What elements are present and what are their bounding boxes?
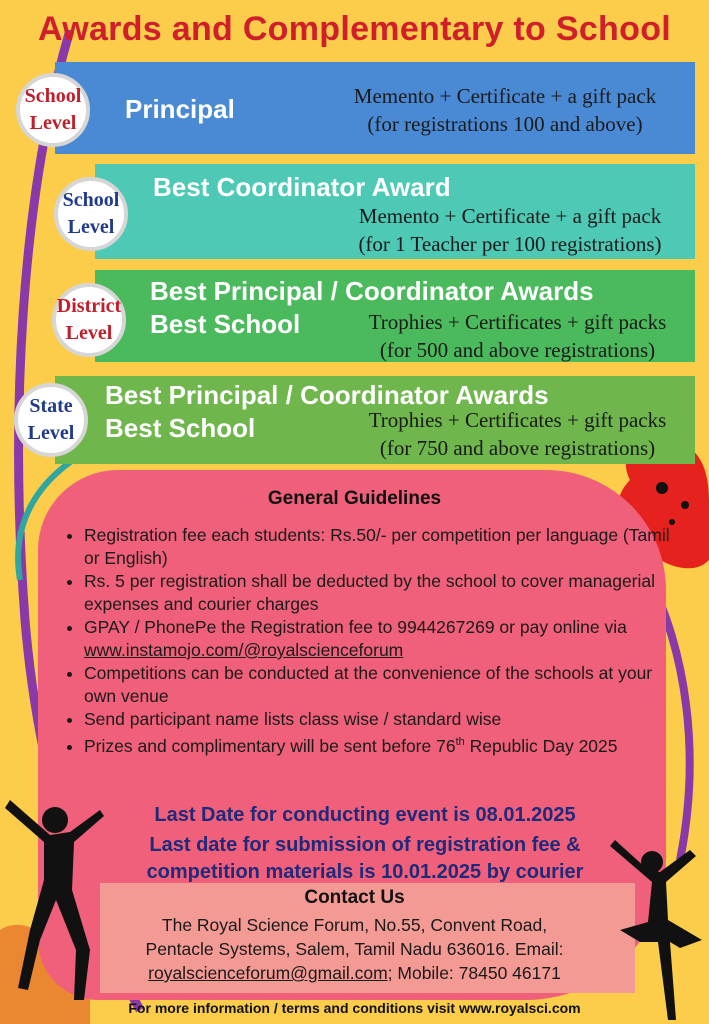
- state-level-badge: State Level: [14, 383, 88, 457]
- guidelines-title: General Guidelines: [267, 488, 442, 509]
- award-desc: Memento + Certificate + a gift pack (for registrations 100 and above): [353, 84, 657, 136]
- deadline-conducting: Last Date for conducting event is 08.01.2025: [154, 804, 576, 826]
- award-heading: Best Principal / Coordinator Awards Best School: [150, 276, 594, 339]
- footer-info: For more information / terms and conditions visit www.royalsci.com: [128, 1000, 581, 1016]
- contact-email-link[interactable]: royalscienceforum@gmail.com: [148, 963, 388, 983]
- award-heading: Principal: [125, 94, 235, 124]
- deadline-submission: Last date for submission of registration fee &: [149, 834, 581, 856]
- award-band-district: [95, 270, 695, 362]
- page-title: Awards and Complementary to School: [37, 10, 672, 48]
- guideline-item: • Competitions can be conducted at the convenience of the schools at your own venue: [84, 662, 684, 708]
- award-heading: Best Coordinator Award: [153, 172, 451, 202]
- school-level-badge: School Level: [54, 177, 128, 251]
- award-desc: Trophies + Certificates + gift packs (for 750 and above registrations): [368, 408, 667, 460]
- dancer-silhouette-left: [0, 780, 110, 1010]
- award-desc: Trophies + Certificates + gift packs (for 500 and above registrations): [368, 310, 667, 362]
- guideline-item: • GPAY / PhonePe the Registration fee to 9944267269 or pay online via www.instamojo.com/@royalscienceforum: [84, 616, 684, 662]
- award-band-best-coordinator: [95, 164, 695, 259]
- award-band-state: [55, 376, 695, 464]
- guidelines-list: [62, 524, 684, 758]
- instamojo-link[interactable]: www.instamojo.com/@royalscienceforum: [84, 640, 404, 660]
- contact-title: Contact Us: [304, 887, 405, 908]
- award-heading: Best Principal / Coordinator Awards Best School: [105, 380, 549, 443]
- school-level-badge: School Level: [16, 73, 90, 147]
- guideline-item: • Send participant name lists class wise / standard wise: [84, 708, 684, 731]
- contact-address-line2: Pentacle Systems, Salem, Tamil Nadu 636016. Email:: [145, 939, 564, 959]
- award-band-principal: [55, 62, 695, 154]
- guideline-item: • Registration fee each students: Rs.50/- per competition per language (Tamil or English): [84, 524, 684, 570]
- district-level-badge: District Level: [52, 283, 126, 357]
- guideline-item: • Rs. 5 per registration shall be deducted by the school to cover managerial expenses and courier charges: [84, 570, 684, 616]
- contact-address-line1: The Royal Science Forum, No.55, Convent Road,: [161, 915, 548, 935]
- dancer-silhouette-right: [610, 830, 709, 1024]
- guideline-item: • Prizes and complimentary will be sent before 76th Republic Day 2025: [84, 731, 684, 758]
- award-desc: Memento + Certificate + a gift pack (for 1 Teacher per 100 registrations): [358, 204, 662, 256]
- contact-email-line: royalscienceforum@gmail.com; Mobile: 78450 46171: [148, 963, 561, 983]
- deadline-submission-cont: competition materials is 10.01.2025 by courier: [146, 861, 584, 883]
